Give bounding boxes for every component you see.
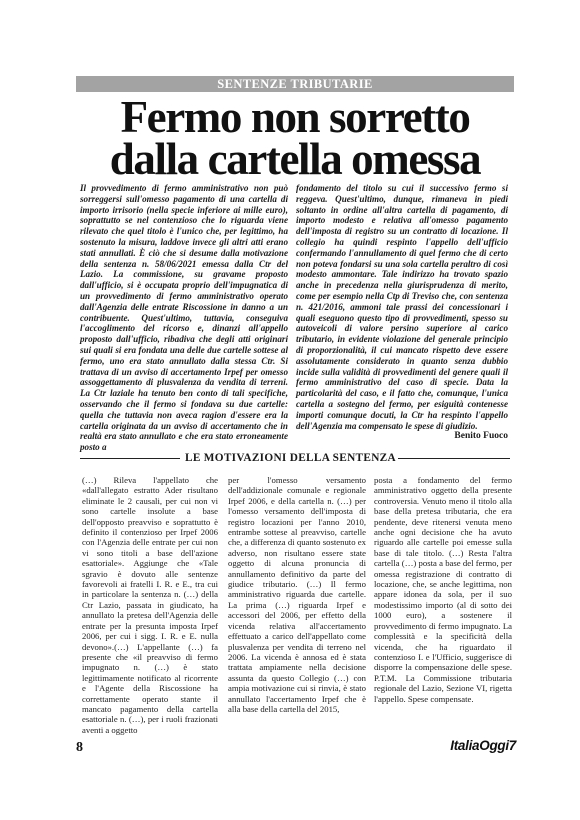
masthead-logo: ItaliaOggi7: [450, 738, 516, 753]
intro-text-2: fondamento del titolo su cui il successivo fermo si reggeva. Quest'ultimo, dunque, rimaneva in piedi soltanto in ordine all'altra cartella di pagamento, di importo modesto e relativa all'omesso pagamento dell'imposta di registro su un contratto di locazione. Il collegio ha quindi respinto l'appello dell'ufficio confermando l'annullamento di quel fermo che di certo non poteva fondarsi su una sola cartella peraltro di così modesto ammontare. Tale indirizzo ha trovato spazio anche in precedenza nella giurisprudenza di merito, come per esempio nella Ctp di Treviso che, con sentenza n. 421/2016, ammoni tale prassi dei concessionari i quali eseguono questo tipo di provvedimenti, spesso su autoveicoli di valore persino superiore al carico tributario, in evidente violazione del generale principio di proporzionalità, il cui mancato rispetto deve essere assolutamente considerato in quanto senza dubbio incide sulla validità di provvedimenti del genere quali il fermo amministrativo del caso di specie. Data la particolarità del caso, e il fatto che, comunque, l'unica cartella a sostegno del fermo, per esiguità contenesse importi comunque docuti, la Ctr ha respinto l'appello dell'Agenzia ma compensato le spese di giudizio.: [296, 183, 508, 431]
body-column-2: [228, 475, 366, 714]
body-column-3: [374, 475, 512, 704]
intro-text-1: Il provvedimento di fermo amministrativo non può sorreggersi sull'omesso pagamento di una cartella di importo irrisorio (nella specie inferiore ai mille euro), soprattutto se nel contenzioso che lo riguarda viene rilevato che quel titolo è l'unico che, per legittimo, ha sostenuto la misura, laddove invece gli altri atti erano stati annullati. È ciò che si desume dalla motivazione della sentenza n. 58/06/2021 emessa dalla Ctr del Lazio. La commissione, su gravame proposto dall'ufficio, si è occupata proprio dell'impugnatica di un provvedimento di fermo amministrativo operato dall'Agenzia delle entrate Riscossione in danno a un contribuente. Quest'ultimo, tuttavia, conseguiva l'accoglimento del ricorso e, dinanzi all'appello proposto dall'ufficio, ribadiva che degli atti originari sui quali si era fondata una delle due cartelle sottese al fermo, uno era stato annullato dalla stessa Ctr. Si trattava di un avviso di accertamento Irpef per omesso assoggettamento di plusvalenza da vendita di terreni. La Ctr laziale ha tenuto ben conto di tali specifiche, osservando che il fermo si fondava su due cartelle: quella che tuttavia non aveca ragion d'essere era la cartella originata da un avviso di accertamento che in realtà era stato annullato e che era stato erroneamente posto a: [80, 183, 288, 453]
section-rule-right: [398, 458, 510, 459]
author-byline: Benito Fuoco: [454, 431, 508, 442]
headline-line-1: Fermo non sorretto: [120, 92, 470, 142]
headline: [70, 92, 520, 184]
page-number: 8: [76, 740, 83, 755]
body-text-1: (…) Rileva l'appellato che «dall'allegato estratto Ader risultano eliminate le 2 causali, per cui non vi sono cartelle insolute a base dell'opposto preavviso e soprattutto è definito il contenzioso per Irpef 2006 con l'Agenzia delle entrate per cui non vi sono titoli a base dell'azione esattoriale». Aggiunge che «Tale sgravio è dovuto alle sentenze favorevoli ai fratelli I. R. e E., tra cui in particolare la sentenza n. (…) della Ctr Lazio, passata in giudicato, ha annullato la pretesa dell'Agenzia delle entrate per la presunta imposta Irpef 2006, per cui i sigg. I. R. e E. nulla devono».(…) L'appellante (…) fa presente che «il preavviso di fermo impugnato n. (…) è stato legittimamente notificato al ricorrente e l'Agente della Riscossione ha correttamente operato stante il mancato pagamento della cartella esattoriale n. (…), per i ruoli frazionati aventi a oggetto: [82, 475, 218, 735]
intro-column-1: [80, 183, 288, 453]
headline-line-2: dalla cartella omessa: [109, 134, 481, 184]
body-text-3: posta a fondamento del fermo amministrativo oggetto della presente controversia. Venuto meno il titolo alla base della pretesa tributaria, che era pendente, deve ritenersi venuta meno anche ogni decisione che ha avuto riguardo alle cartelle poi emesse sulla base di tale titolo. (…) Resta l'altra cartella (…) posta a base del fermo, per omessa registrazione di contratto di locazione, che, se anche legittima, non appare idonea da sola, per il suo modestissimo importo (al di sotto dei 1000 euro), a sostenere il provvedimento di fermo impugnato. La complessità e la specificità della vicenda, che ha riguardato il contenzioso I. e l'Ufficio, suggerisce di disporre la compensazione delle spese. P.T.M. La Commissione tributaria regionale del Lazio, Sezione VI, rigetta l'appello. Spese compensate.: [374, 475, 512, 704]
section-title: LE MOTIVAZIONI DELLA SENTENZA: [185, 452, 396, 464]
section-rule-left: [80, 458, 180, 459]
section-banner: SENTENZE TRIBUTARIE: [76, 76, 514, 92]
body-column-1: [82, 475, 218, 735]
intro-column-2: [296, 183, 508, 442]
body-text-2: per l'omesso versamento dell'addizionale comunale e regionale Irpef 2006, e della cartella n. (…) per l'omesso versamento dell'imposta di registro locazioni per l'anno 2010, entrambe sottese al preavviso, cartelle che, a differenza di quanto sostenuto ex adverso, non risultano essere state oggetto di alcuna pronuncia di annullamento definitivo da parte del giudice tributario. (…) Il fermo amministrativo riguarda due cartelle. La prima (…) riguarda Irpef e accessori del 2006, per effetto della vicenda relativa all'accertamento effettuato a carico dell'appellato come plusvalenza per vendita di terreno nel 2006. La vicenda è annosa ed è stata trattata ampiamente nella decisione assunta da questo Collegio (…) con ampia motivazione cui si rinvia, è stato annullato l'accertamento Irpef che è alla base della cartella del 2015,: [228, 475, 366, 714]
